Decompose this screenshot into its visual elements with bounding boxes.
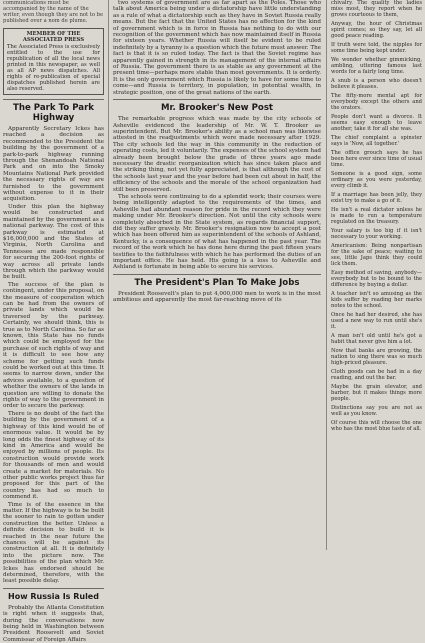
short-item: Distinctions say you are not as well as you know. <box>331 405 422 417</box>
short-item: The chief complaint a spinster says is 'Now, all together.' <box>331 135 422 147</box>
short-item: Americanism: Being nonpartisan for the sake of peace; waiting to see, little Japs think they could lick them. <box>331 243 422 267</box>
short-item: We wonder whether gimmicking, ambling, uttering famous last words for a fairly long time. <box>331 57 422 75</box>
short-item: Easy method of saving, anybody—everybody but to be bound to the difference by buying a dollar. <box>331 270 422 288</box>
right-column <box>328 0 425 550</box>
russia-article-body <box>3 605 104 643</box>
brooker-paragraph: The remarkable progress which was made by the city schools of Asheville evidenced the leadership of Mr. W. T. Brooker as superintendent. But Mr. Brooker's ability as a school man was likewise attested in the readjustments which were made necessary after 1929. The city schools led the way in this community in the reduction of operating costs, led it voluntarily. The expenses of the school system had already been brought below the grade of three years ago made necessary the drastic reorganization which has since taken place and the striking thing, not yet fully appreciated, is that although the cost of the schools last year and the year before had been cut about in half, the efficiency of the schools and the morale of the school organization had still been preserved. <box>113 116 321 193</box>
short-item: Someone is a good sign, some ordinary as you were yesterday, every climb it. <box>331 171 422 189</box>
short-item: A man isn't old until he's got a habit that never give him a lot. <box>331 333 422 345</box>
short-item: Anyway, the hour of Christmas spirit comes; so they say, let all good peace reading. <box>331 21 422 39</box>
brooker-headline: Mr. Brooker's New Post <box>160 103 274 114</box>
short-item: If a marriage has been jelly, they exist try to make a go of it. <box>331 192 422 204</box>
jobs-paragraph: President Roosevelt's plan to put 4,000,000 men to work is in the most ambitious and apparently the most far-reaching move of its <box>113 290 321 304</box>
short-item: A snub is a person who doesn't believe it pleases. <box>331 78 422 90</box>
right-column-items <box>331 0 422 432</box>
park-paragraph: There is no doubt of the fact the building by the government of a highway of this kind would be of enormous value. It would be by long odds the finest highway of its kind in America and would be enjoyed by millions of people. Its construction would provide work for thousands of men and would create a market for materials. No other public works project thus far proposed for this part of the country has had so much to commend it. <box>3 410 104 501</box>
divider <box>3 588 104 589</box>
short-item: Maybe the grain elevator, and barber, but it makes things more people. <box>331 384 422 402</box>
divider <box>113 274 321 275</box>
short-item: Once he had her desired, she has used a new way to run until she's it. <box>331 312 422 330</box>
middle-column <box>110 0 324 550</box>
divider <box>113 99 321 100</box>
jobs-article-body <box>113 291 321 304</box>
brooker-paragraph: The schools were continuing to do a splendid work; their courses were being intelligently adapted to the requirements of the times, and Asheville had abundant reason for pride in the record which they were making under Mr. Brooker's direction. Not until the city schools were completely absorbed in the State system, as regards financial support, did they suffer gravely. Mr. Brooker's resignation now to accept a post which has been offered him as superintendent of the schools of Ashland, Kentucky, is a consequence of what has happened in the past year. The record of the work which he has done here during the past fifteen years testifies to the faithfulness with which he has performed the duties of an important office. He has held. His going is a loss to Asheville and Ashland is fortunate in being able to secure his services. <box>113 193 321 271</box>
short-item: If truth were told, the nipples for some time being kept under. <box>331 42 422 54</box>
short-item: chivalry. The quality the ladies miss most, they report when he grows courteous to them, <box>331 0 422 18</box>
short-item: People don't want a divorce. It seems easy enough to leave another, take it for all she was. <box>331 114 422 132</box>
associated-press-box-body: The Associated Press is exclusively entitled to the use for republication of all the local news printed in this newspaper, as well as all AP news dispatches. All rights of re-publication of special dispatches published herein are also reserved. <box>7 44 100 92</box>
russia-paragraph: Probably the Atlanta Constitution is right when it suggests that, during the conversations now being held in Washington between President Roosevelt and Soviet Commissar of Foreign Affairs <box>3 604 104 643</box>
brooker-article-body <box>113 116 321 271</box>
left-top-snippet: communications must be accompanied by the name of the writer, even though they are not to be published over a nom de plume. <box>3 0 104 24</box>
short-item: Now that banks are growing, the nation to sing there was so much high-priced pleasure. <box>331 348 422 366</box>
associated-press-box <box>3 28 104 95</box>
short-item: He isn't a real dictator unless he is made to run a temperature regulated on the treasury. <box>331 207 422 225</box>
column-rule <box>326 0 327 550</box>
short-item: Your salary is too big if it isn't necessary to your working. <box>331 228 422 240</box>
divider <box>3 99 104 100</box>
short-item: Cloth goods can be had in a day reading, and out the bar. <box>331 369 422 381</box>
russia-headline: How Russia Is Ruled <box>8 591 99 601</box>
short-item: The office grouch says he has been here ever since time of usual time. <box>331 150 422 168</box>
short-item: A teacher isn't so amusing as the kids suffer by reading her marks notes to the school. <box>331 291 422 309</box>
park-paragraph: The success of the plan is contingent, under this proposal, on the measure of cooperation which can be had from the owners of private lands which would be traversed by the parkway. Certainly, we should think, this is true as to North Carolina. So far as known, this State has no funds which could be employed for the purchase of such rights of way and it is difficult to see how any scheme for getting such funds could be worked out at this time. It seems to narrow down, under the advices available, to a question of whether the owners of the lands in question are willing to donate the rights of way to the government in order to secure the parkway. <box>3 281 104 410</box>
column-rule <box>108 0 109 550</box>
middle-top-text <box>113 0 321 96</box>
short-item: Of course this will choose the one who has the most blue taste of all. <box>331 420 422 432</box>
jobs-headline: The President's Plan To Make Jobs <box>134 277 300 288</box>
park-paragraph: Time is of the essence in the matter. If the highway is to be built the sooner to rain to gotten under construction the better. Unless a definite decision to build it is reached in the near future the chances will be against its construction at all. It is definitely into the picture now. The possibilities of the plan which Mr. Ickes has endorsed should be determined, therefore, with the least possible delay. <box>3 501 104 585</box>
russia-continued-paragraph: two systems of government are as far apart as the Poles. Those who talk about America being under a dictatorship have little understanding as a rule of what a dictatorship such as they have in Soviet Russia really means. But the fact that the United States has no affection for the kind of government which is in force in Russia has nothing to do with our recognition of the government which has now maintained itself in Russia for sixteen years. Whether Russia will itself be evident to be ruled indefinitely by a tyranny is a question which the future must answer. The fact is that it is so ruled today. The fact is that the Soviet regime has apparently gained in strength in its management of the internal affairs of Russia. The government there is as stable as any government at the present time—perhaps more stable than most governments. It is orderly. It is the only government which Russia is likely to have for some time to come—and Russia is territory, in population, in potential wealth, in strategic position, one of the great nations of the earth. <box>113 0 321 96</box>
park-paragraph: Apparently Secretary Ickes has reached a decision as recommended to the President the building by the government of a park-to-park highway running through the Shenandoah National Park and on into the Smoky Mountains National Park provided the necessary rights of way are furnished to the government without expense to it in their acquisition. <box>3 126 104 203</box>
left-column <box>0 0 107 643</box>
park-paragraph: Under this plan the highway would be constructed and maintained by the government as a national parkway. The cost of this parkway is estimated at $16,000,000 and the States of Virginia, North Carolina and Tennessee are made responsible for securing the 200-foot rights of way across all private lands through which the parkway would be built. <box>3 203 104 281</box>
park-article-body <box>3 126 104 585</box>
associated-press-box-title: MEMBER OF THE ASSOCIATED PRESS <box>22 31 85 43</box>
park-headline: The Park To Park Highway <box>12 103 95 123</box>
short-item: The fifty-more mental apt for everybody except the others and the orators. <box>331 93 422 111</box>
